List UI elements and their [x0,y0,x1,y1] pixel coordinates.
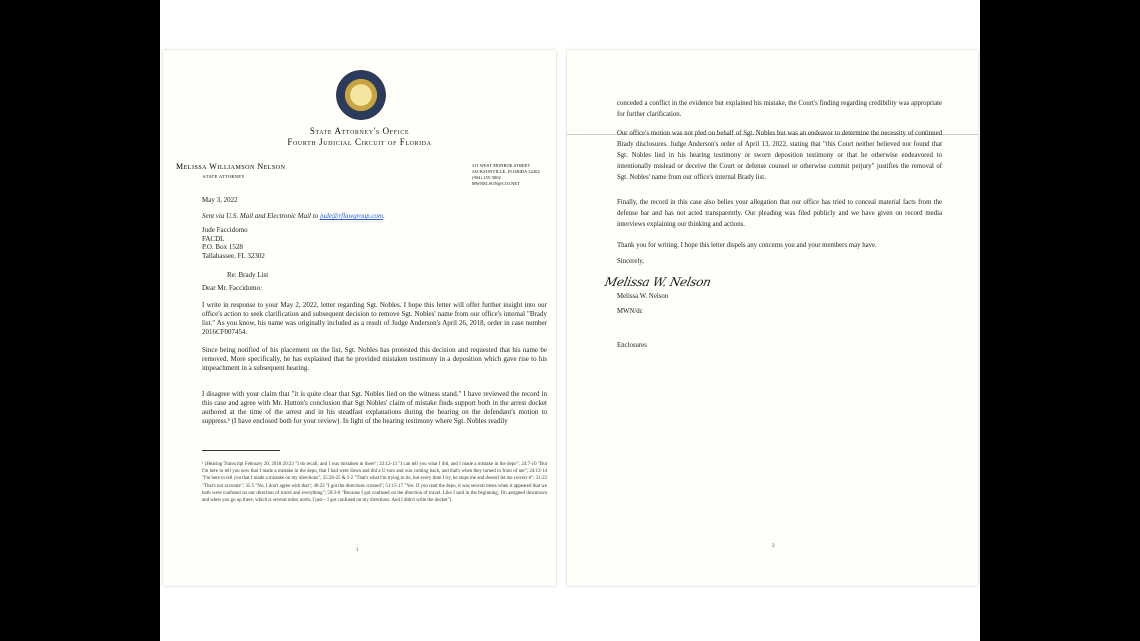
subject-line: Re: Brady List [227,271,269,279]
page-number: 1 [356,548,359,553]
recipient-line: Jude Faccidomo [202,226,248,234]
state-attorney-seal-icon [336,70,386,120]
attorney-name: Melissa Williamson Nelson [176,162,286,171]
body-paragraph: Our office's motion was not pled on behalf of Sgt. Nobles but was an endeavor to determine the necessity of continued Brady disclosures. Judge Anderson's order of April 13, 2022, stating that "this Court neither believed nor found that Sgt. Nobles lied in his hearing testimony or sworn deposition testimony or that he otherwise endeavored to intentionally mislead or deceive the Court or defense counsel or otherwise commit perjury" justifies the removal of Sgt. Nobles' name from our office's internal Brady list. [617,130,942,181]
typist-initials: MWN/dc [617,308,643,315]
office-address [472,163,540,187]
signer-name: Melissa W. Nelson [617,293,669,300]
body-paragraph: I write in response to your May 2, 2022, letter regarding Sgt. Nobles. I hope this letter will offer further insight into our office's action to seek clarification and subsequent decision to remove Sgt. Nobles' name from our office's internal "Brady list." As you know, his name was originally included as a result of Judge Anderson's April 26, 2018, order in case number 2016CF007454. [202,301,547,336]
body-paragraph: I disagree with your claim that "it is quite clear that Sgt. Nobles lied on the witness stand." I have reviewed the record in this case and agree with Mr. Hutton's conclusion that Sgt Nobles' claim of mistake finds support both in the arrest docket authored at the time of the arrest and in his steadfast explanations during the hearing on the defendant's motion to suppress.¹ (I have enclosed both for your review). In light of the hearing testimony where Sgt. Nobles readily [202,390,547,425]
body-paragraph: conceded a conflict in the evidence but explained his mistake, the Court's finding regarding credibility was appropriate for further clarification. [617,100,942,118]
address-line: (904) 255-3002 [472,175,501,180]
closing: Sincerely, [617,258,644,265]
letter-page-2 [567,50,978,586]
body-paragraph: Thank you for writing. I hope this letter dispels any concerns you and your members may have. [617,242,877,249]
office-name-line2: Fourth Judicial Circuit of Florida [287,137,432,147]
sent-via-line [202,212,385,221]
recipient-email-link[interactable]: jude@rflawgroup.com [319,212,384,220]
footnote-divider [202,450,280,451]
letter-page-1 [163,50,556,586]
footnote: ¹ (Hearing Transcript February 20, 2018 20:23 "I do recall, and I was mistaken in there"; 23:12-13 "I can tell you what I did, and I made a mistake in the depo"; 24:7-10 "But I'm here to tell you now that I made a mistake in the depo, that I had went down and did a U-turn and was coming back, and that's when they turned in front of me"; 24:13-14 "I'm here to tell you that I made a mistake on my directions"; 25:26-25 & 1-2 "That's what I'm trying to do, but every time I try, he stops me and doesn't let me correct it"; 31:22 "That's not accurate"; 35:5 "No, I don't agree with that"; 40:23 "I got the directions crossed"; 51:15-17 "Yes. If you read the depo, it was several times when it appeared that we both were confused on our direction of travel and everything"; 59:3-8 "Because I got confused on the direction of travel. Like I said in the beginning, I'm assigned downtown and when you go up there, which is several miles north, I just – I got confused on my directions. And I didn't write the docket"). [202,462,547,504]
recipient-line: Tallahassee, FL 32302 [202,251,265,260]
recipient-line: P.O. Box 1528 [202,243,243,252]
handwritten-signature: Melissa W. Nelson [603,275,713,289]
recipient-line: FACDL [202,234,225,243]
letter-date: May 3, 2022 [202,196,238,204]
salutation: Dear Mr. Faccidomo: [202,284,263,292]
recipient-address [202,226,265,260]
address-line: JACKSONVILLE, FLORIDA 32202 [472,169,540,174]
sent-via-end: . [383,212,385,220]
attorney-title: STATE ATTORNEY [203,174,245,179]
office-name-line1: State Attorney's Office [309,126,410,136]
address-line: MWNELSON@COJ.NET [472,181,520,186]
sent-via-text: Sent via U.S. Mail and Electronic Mail to [202,212,320,220]
address-line: 311 WEST MONROE STREET [472,163,531,168]
body-paragraph: Finally, the record in this case also belies your allegation that our office has tried to conceal material facts from the defense bar and has not acted transparently. Our pleading was filed publicly and we have given on record media interviews explaining our thinking and actions. [617,199,942,228]
page-number: 2 [772,544,775,549]
body-paragraph: Since being notified of his placement on the list, Sgt. Nobles has protested this decision and requested that his name be removed. More specifically, he has explained that he provided mistaken testimony in a deposition which gave rise to his impeachment in a subsequent hearing. [202,346,547,372]
enclosures-note: Enclosures [617,342,647,349]
